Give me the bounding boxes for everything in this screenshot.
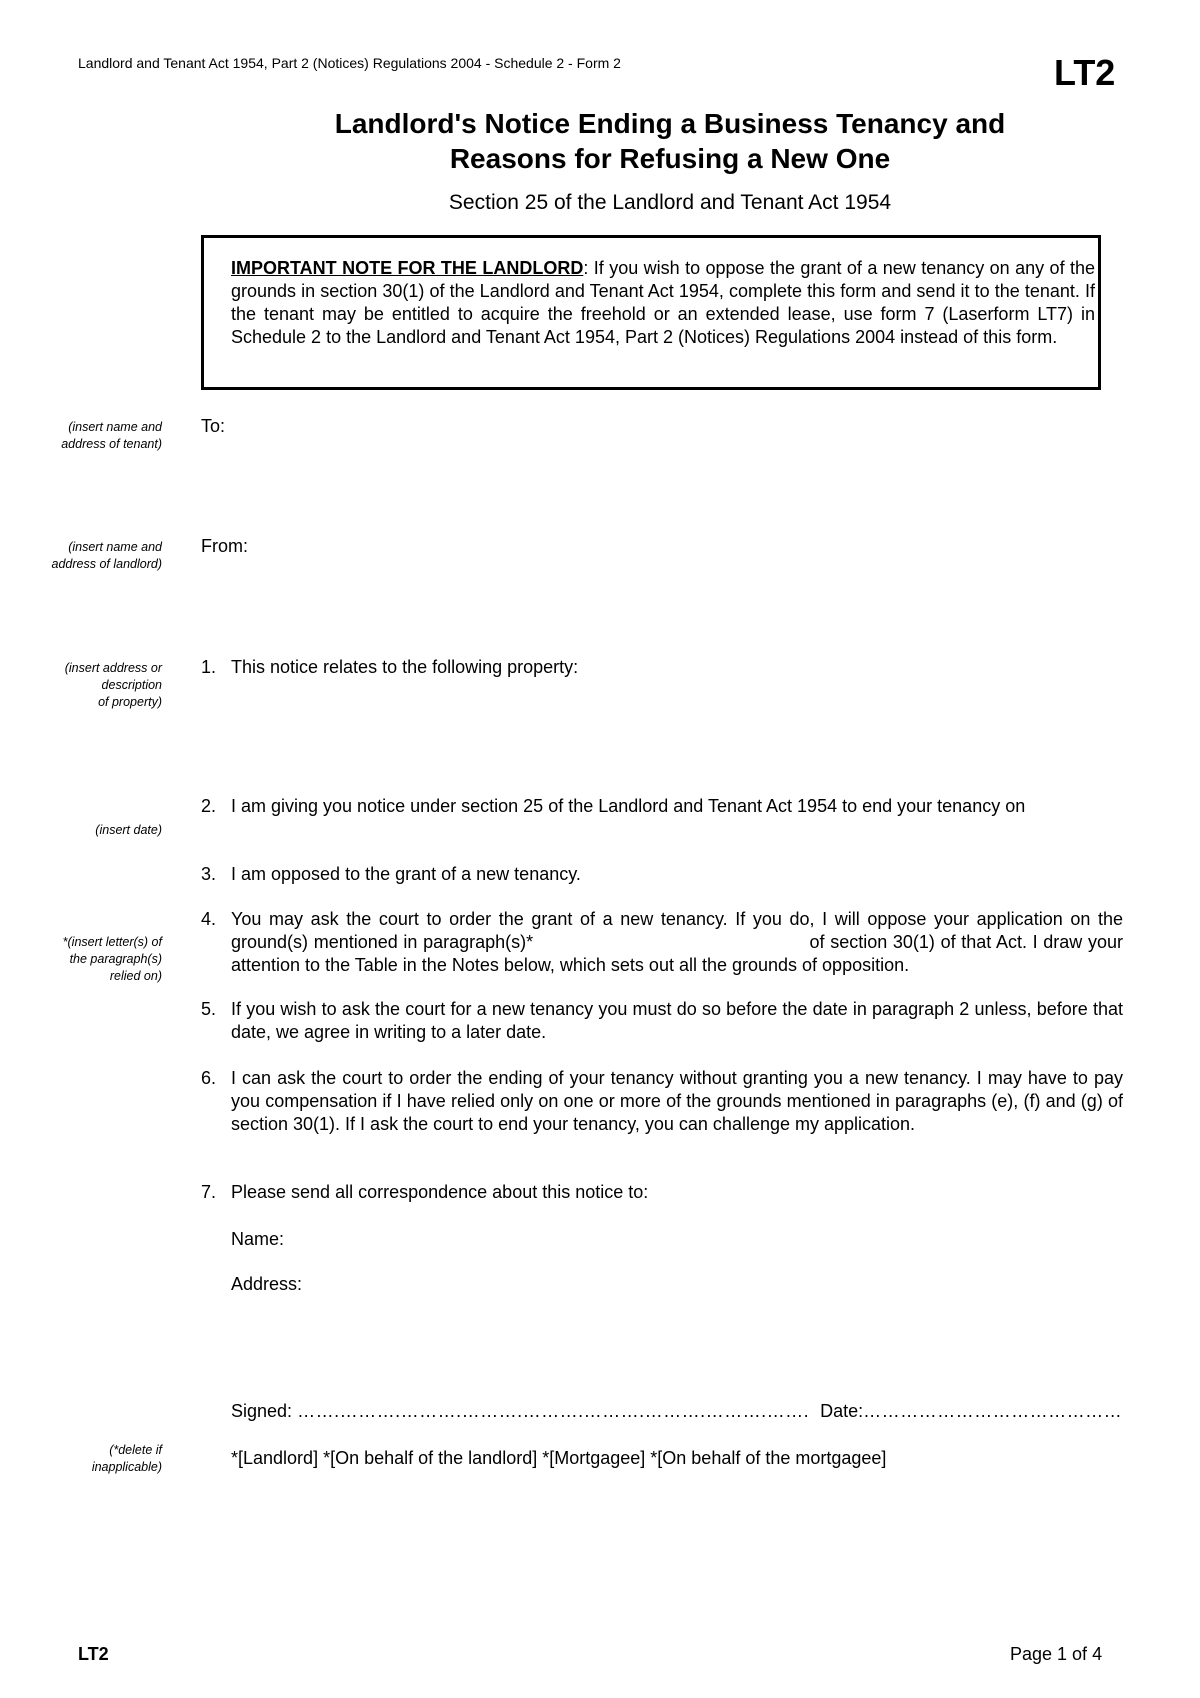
margin-note-landlord: (insert name and address of landlord): [51, 540, 162, 571]
date-dots: ……………………………………: [863, 1401, 1123, 1421]
paragraph-number: 7.: [201, 1182, 217, 1202]
date-label: Date:: [820, 1401, 864, 1421]
paragraph-7-text: Please send all correspondence about this notice to:: [231, 1182, 649, 1202]
paragraph-4-text: You may ask the court to order the grant of a new tenancy. If you do, I will oppose your application on the ground(s) mentioned in paragraph(s)* of section 30(1) of that Act. I draw your attention to the Table in the Notes below, which sets out all the grounds of opposition.: [231, 909, 1123, 975]
margin-note-delete: (*delete if inapplicable): [91, 1443, 162, 1474]
page-subtitle: Section 25 of the Landlord and Tenant Act 1954: [448, 191, 892, 214]
paragraph-3-text: I am opposed to the grant of a new tenancy.: [231, 864, 581, 884]
margin-note-grounds: *(insert letter(s) of the paragraph(s) relied on): [62, 935, 162, 983]
important-note-text: [231, 257, 1095, 349]
margin-note-date: (insert date): [95, 823, 162, 837]
signature-line: [231, 1400, 1123, 1423]
page-number: Page 1 of 4: [1010, 1644, 1103, 1664]
paragraph-number: 2.: [201, 796, 217, 816]
to-field-label: To:: [201, 416, 226, 436]
paragraph-number: 5.: [201, 999, 217, 1019]
form-code: LT2: [1054, 52, 1116, 93]
address-field-label: Address:: [231, 1274, 303, 1294]
page-title-line-2: Reasons for Refusing a New One: [449, 143, 891, 174]
page-title-line-1: Landlord's Notice Ending a Business Tenancy and: [334, 108, 1006, 139]
name-field-label: Name:: [231, 1229, 285, 1249]
margin-note-property: (insert address or description of property): [64, 661, 162, 709]
paragraph-number: 3.: [201, 864, 217, 884]
paragraph-6-text: I can ask the court to order the ending of your tenancy without granting you a new tenancy. I may have to pay you compensation if I have relied only on one or more of the grounds mentioned in paragraphs (e), (f) and (g) of section 30(1). If I ask the court to end your tenancy, you can challenge my application.: [231, 1068, 1123, 1134]
paragraph-5-text: If you wish to ask the court for a new tenancy you must do so before the date in paragraph 2 unless, before that date, we agree in writing to a later date.: [231, 999, 1123, 1042]
signed-label: Signed:: [231, 1401, 293, 1421]
paragraph-number: 6.: [201, 1068, 217, 1088]
margin-note-tenant: (insert name and address of tenant): [61, 420, 162, 451]
signed-dots: …….……….……….……….……….……….……….……….…….: [297, 1401, 810, 1421]
important-note-heading: IMPORTANT NOTE FOR THE LANDLORD: [231, 258, 584, 278]
paragraph-number: 1.: [201, 657, 217, 677]
footer-form-code: LT2: [78, 1644, 109, 1664]
from-field-label: From:: [201, 536, 248, 556]
form-reference: Landlord and Tenant Act 1954, Part 2 (Notices) Regulations 2004 - Schedule 2 - Form 2: [78, 55, 621, 71]
paragraph-1-text: This notice relates to the following property:: [231, 657, 579, 677]
paragraph-2-text: I am giving you notice under section 25 of the Landlord and Tenant Act 1954 to end your tenancy on: [231, 796, 1026, 816]
important-note-body: : If you wish to oppose the grant of a new tenancy on any of the grounds in section 30(1) of the Landlord and Tenant Act 1954, complete this form and send it to the tenant. If the tenant may be entitled to acquire the freehold or an extended lease, use form 7 (Laserform LT7) in Schedule 2 to the Landlord and Tenant Act 1954, Part 2 (Notices) Regulations 2004 instead of this form.: [231, 258, 1096, 347]
paragraph-number: 4.: [201, 909, 217, 929]
signatory-capacity: *[Landlord] *[On behalf of the landlord] *[Mortgagee] *[On behalf of the mortgagee]: [231, 1448, 887, 1468]
